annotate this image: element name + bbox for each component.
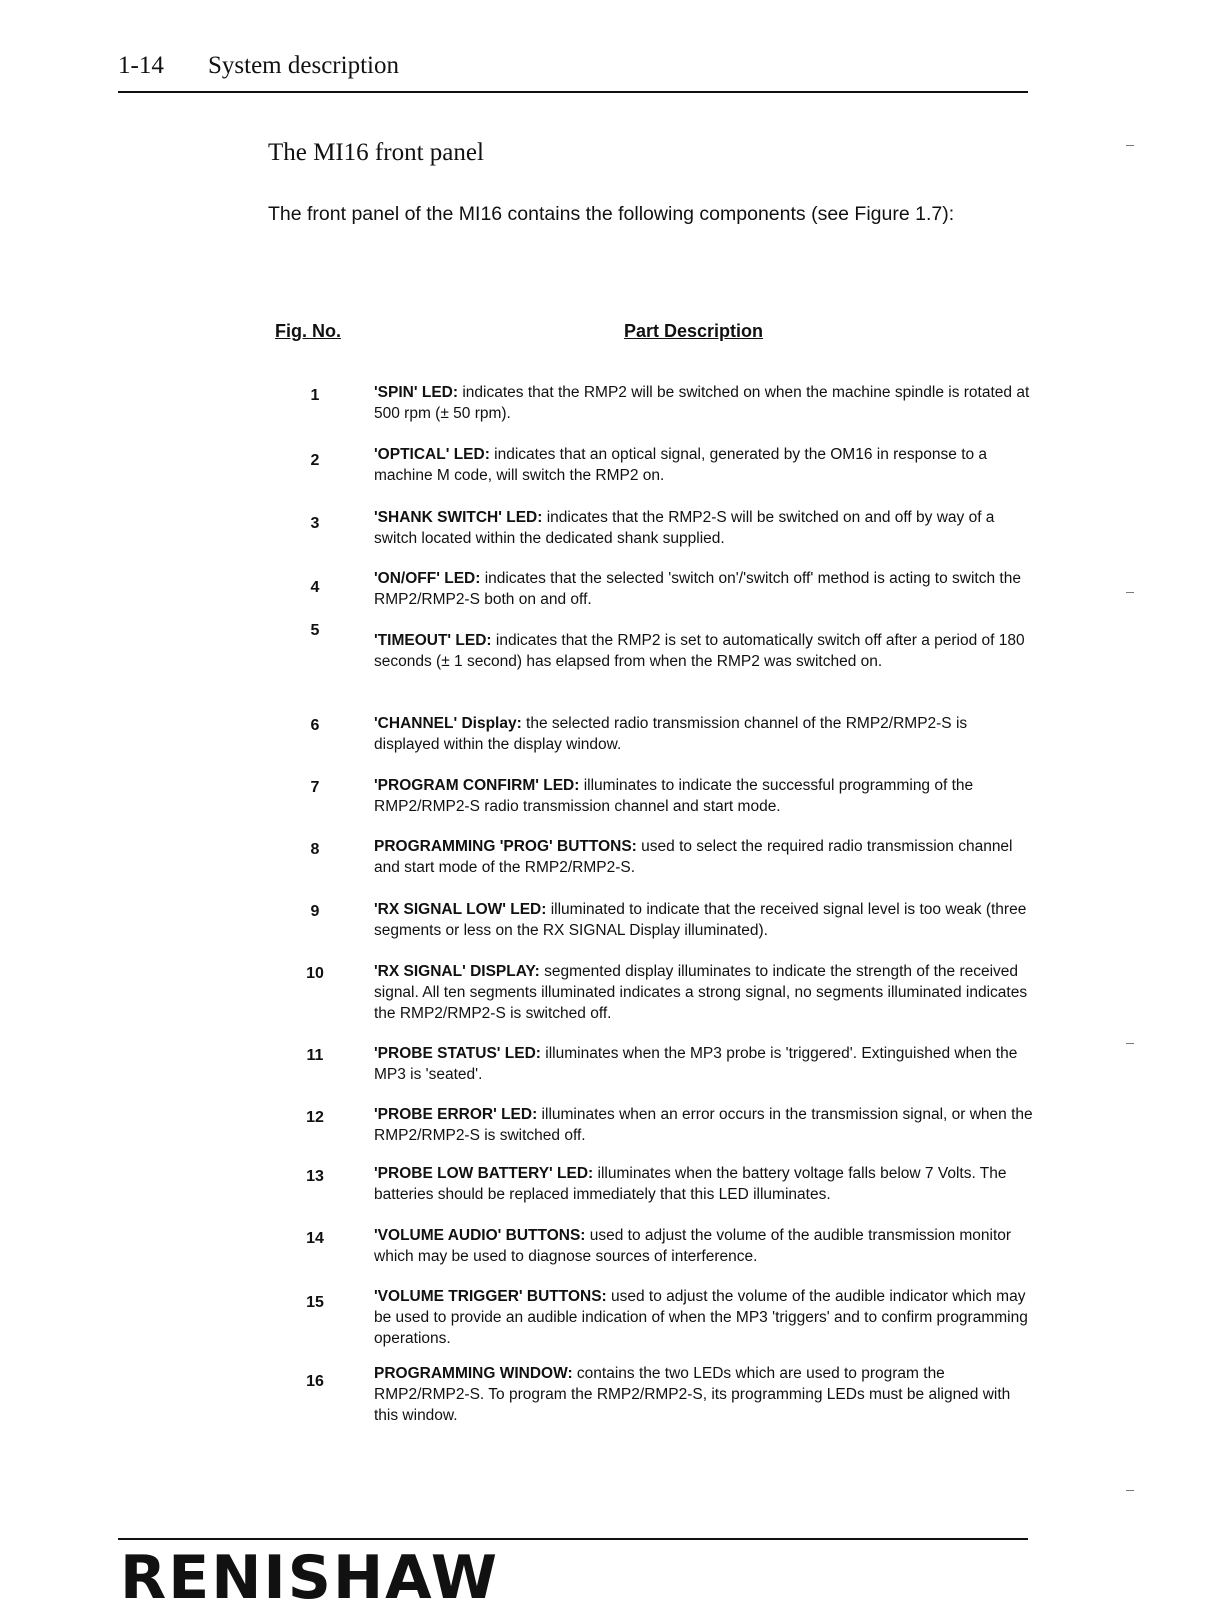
part-name: 'SHANK SWITCH' LED: [374,509,543,526]
part-text: contains the two LEDs which are used to program the RMP2/RMP2-S. To program the RMP2/RMP2-S, its programming LEDs must be aligned with this window. [374,1365,1011,1424]
part-text: segmented display illuminates to indicate the strength of the received signal. All ten segments illuminated indicates a strong signal, no segments illuminated indicates the RMP2/RMP2-S is switched off. [374,963,1028,1022]
part-description [374,961,1034,1024]
fig-number: 13 [306,1168,324,1185]
page-number: 1-14 [118,52,164,79]
part-text: used to adjust the volume of the audible indicator which may be used to provide an audible indication of when the MP3 'triggers' and to confirm programming operations. [374,1288,1028,1347]
part-text: indicates that the RMP2 is set to automatically switch off after a period of 180 seconds (± 1 second) has elapsed from when the RMP2 was switched on. [374,632,1025,670]
column-header-part-description: Part Description [624,321,764,341]
scan-mark [1126,145,1134,146]
part-name: 'VOLUME TRIGGER' BUTTONS: [374,1288,607,1305]
part-name: 'ON/OFF' LED: [374,570,481,587]
part-text: indicates that the selected 'switch on'/'switch off' method is acting to switch the RMP2/RMP2-S both on and off. [374,570,1021,608]
part-name: PROGRAMMING 'PROG' BUTTONS: [374,838,637,855]
part-name: 'RX SIGNAL LOW' LED: [374,901,547,918]
part-description [374,1363,1034,1426]
fig-number: 14 [306,1230,324,1247]
part-description [374,836,1034,878]
section-title: System description [208,52,399,79]
part-text: illuminated to indicate that the received signal level is too weak (three segments or less on the RX SIGNAL Display illuminated). [374,901,1027,939]
part-text: illuminates when an error occurs in the transmission signal, or when the RMP2/RMP2-S is switched off. [374,1106,1033,1144]
fig-number: 7 [310,779,320,796]
part-name: 'PROBE LOW BATTERY' LED: [374,1165,594,1182]
part-text: the selected radio transmission channel of the RMP2/RMP2-S is displayed within the display window. [374,715,968,753]
part-description [374,1163,1034,1205]
part-name: 'TIMEOUT' LED: [374,632,492,649]
part-description [374,1043,1034,1085]
fig-number: 16 [306,1373,324,1390]
part-description [374,775,1034,817]
fig-number: 2 [310,452,320,469]
part-text: used to adjust the volume of the audible transmission monitor which may be used to diagnose sources of interference. [374,1227,1012,1265]
part-name: 'SPIN' LED: [374,384,459,401]
scan-mark [1126,1043,1134,1044]
part-text: indicates that an optical signal, generated by the OM16 in response to a machine M code, will switch the RMP2 on. [374,446,988,484]
part-description [374,444,1034,486]
part-text: illuminates to indicate the successful programming of the RMP2/RMP2-S radio transmission channel and start mode. [374,777,974,815]
part-name: PROGRAMMING WINDOW: [374,1365,573,1382]
scan-mark [1126,1490,1134,1491]
fig-number: 11 [306,1047,324,1064]
running-header [118,52,399,80]
part-name: 'CHANNEL' Display: [374,715,522,732]
fig-number: 9 [310,903,320,920]
part-text: illuminates when the MP3 probe is 'triggered'. Extinguished when the MP3 is 'seated'. [374,1045,1018,1083]
fig-number: 10 [306,965,324,982]
part-text: used to select the required radio transmission channel and start mode of the RMP2/RMP2-S. [374,838,1013,876]
part-description [374,382,1034,424]
part-name: 'VOLUME AUDIO' BUTTONS: [374,1227,586,1244]
fig-number: 15 [306,1294,324,1311]
part-text: indicates that the RMP2 will be switched on when the machine spindle is rotated at 500 rpm (± 50 rpm). [374,384,1030,422]
fig-number: 8 [310,841,320,858]
part-text: indicates that the RMP2-S will be switched on and off by way of a switch located within the dedicated shank supplied. [374,509,995,547]
fig-number: 4 [310,579,320,596]
part-description [374,568,1034,610]
part-text: illuminates when the battery voltage falls below 7 Volts. The batteries should be replaced immediately that this LED illuminates. [374,1165,1007,1203]
renishaw-logo: RENISHAW [120,1543,500,1613]
intro-paragraph: The front panel of the MI16 contains the following components (see Figure 1.7): [268,203,955,225]
part-description [374,1104,1034,1146]
page-title: The MI16 front panel [268,139,484,166]
fig-number: 3 [310,515,320,532]
part-description [374,899,1034,941]
fig-number: 6 [310,717,320,734]
fig-number: 1 [310,387,320,404]
column-header-fig-no: Fig. No. [275,321,341,341]
part-description [374,1286,1034,1349]
header-rule [118,91,1028,93]
fig-number: 5 [310,622,320,639]
part-description [374,713,1034,755]
fig-number: 12 [306,1109,324,1126]
part-name: 'OPTICAL' LED: [374,446,490,463]
scan-mark [1126,592,1134,593]
part-name: 'RX SIGNAL' DISPLAY: [374,963,540,980]
part-description [374,1225,1034,1267]
part-name: 'PROBE ERROR' LED: [374,1106,538,1123]
footer-rule [118,1538,1028,1540]
part-name: 'PROBE STATUS' LED: [374,1045,541,1062]
part-description [374,507,1034,549]
part-description [374,630,1034,672]
part-name: 'PROGRAM CONFIRM' LED: [374,777,580,794]
